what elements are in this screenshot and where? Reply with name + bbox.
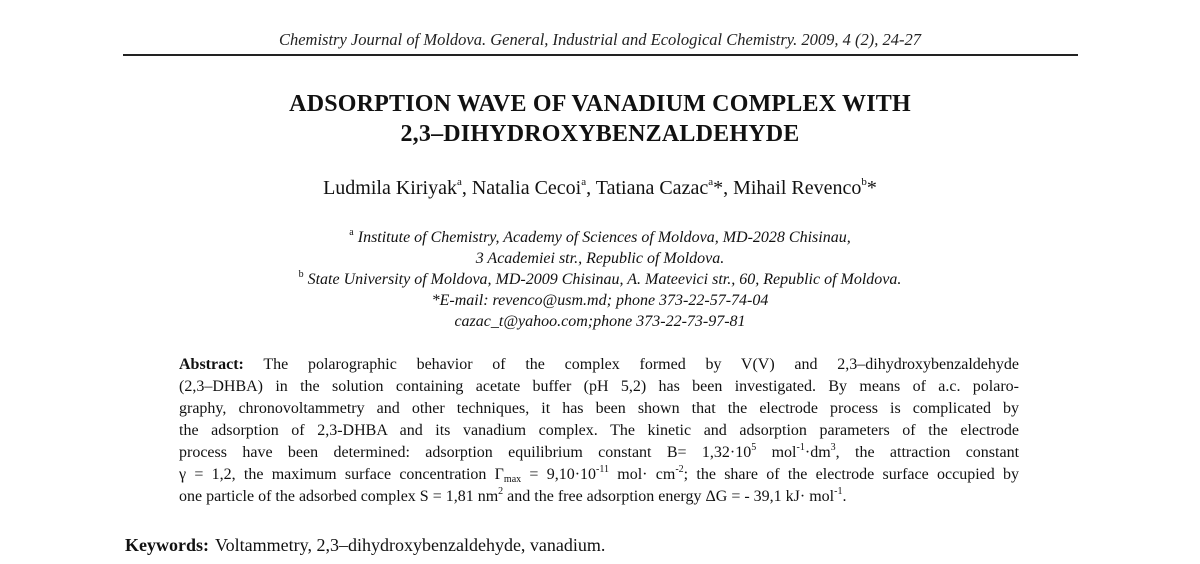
author-affil-mark: b <box>861 176 867 188</box>
journal-citation: Chemistry Journal of Moldova. General, Industrial and Ecological Chemistry. 2009, 4 (2), 24-27 <box>278 30 922 49</box>
author-name: Mihail Revenco <box>733 177 862 199</box>
abstract-text: . <box>842 488 847 505</box>
title-line-2: 2,3–DIHYDROXYBENZALDEHYDE <box>400 121 800 147</box>
exponent: 5 <box>751 442 757 453</box>
subscript: max <box>503 474 522 485</box>
abstract-line <box>179 354 1019 376</box>
abstract-text: ; the share of the electrode surface occupied by <box>683 466 1020 483</box>
abstract-line <box>179 464 1019 486</box>
exponent: -2 <box>675 464 684 475</box>
author-affil-mark: a <box>708 176 714 188</box>
abstract-line <box>179 442 1019 464</box>
corresponding-mark: * <box>866 177 877 199</box>
keywords-label: Keywords: <box>125 535 209 555</box>
author-separator: , <box>461 177 472 199</box>
affiliation-a-mark: a <box>349 227 354 238</box>
affiliation-a-line-1 <box>0 227 1200 248</box>
abstract-label: Abstract: <box>179 356 244 373</box>
abstract-text: ·dm <box>804 444 831 461</box>
author-name: Natalia Cecoi <box>471 177 582 199</box>
affiliation-b-line <box>0 269 1200 290</box>
abstract-text: process have been determined: adsorption equilibrium constant B= 1,32·10 <box>179 444 752 461</box>
abstract-text: , the attraction constant <box>835 444 1020 461</box>
abstract-text: mol <box>756 444 797 461</box>
abstract-line: graphy, chronovoltammetry and other techniques, it has been shown that the electrode process is complicated by <box>179 400 1019 417</box>
author-separator: , <box>723 177 734 199</box>
keywords <box>125 534 605 556</box>
affiliation-a-line-2: 3 Academiei str., Republic of Moldova. <box>475 250 725 267</box>
author-affil-mark: a <box>456 176 462 188</box>
exponent: -11 <box>596 464 610 475</box>
author-separator: , <box>586 177 596 199</box>
abstract-text: mol· cm <box>609 466 676 483</box>
contact-email-1: *E-mail: revenco@usm.md; phone 373-22-57-74-04 <box>431 292 769 309</box>
exponent: -1 <box>796 442 805 453</box>
title-line-1: ADSORPTION WAVE OF VANADIUM COMPLEX WITH <box>289 91 911 117</box>
affiliation-b-text: State University of Moldova, MD-2009 Chisinau, A. Mateevici str., 60, Republic of Moldova. <box>307 271 902 288</box>
abstract-text: one particle of the adsorbed complex S = 1,81 nm <box>179 488 499 505</box>
abstract-line: (2,3–DHBA) in the solution containing acetate buffer (pH 5,2) has been investigated. By means of a.c. polaro- <box>179 378 1019 395</box>
abstract-line <box>179 486 1019 508</box>
affiliation-a-text: Institute of Chemistry, Academy of Sciences of Moldova, MD-2028 Chisinau, <box>357 229 851 246</box>
abstract-text: and the free adsorption energy ΔG = - 39,1 kJ· mol <box>503 488 835 505</box>
author-name: Ludmila Kiriyak <box>323 177 457 199</box>
header-rule <box>123 54 1078 56</box>
abstract-line: the adsorption of 2,3-DHBA and its vanadium complex. The kinetic and adsorption parameters of the electrode <box>179 422 1019 439</box>
paper-title <box>0 89 1200 149</box>
affiliations <box>0 227 1200 332</box>
abstract-text: γ = 1,2, the maximum surface concentration Γ <box>179 466 504 483</box>
corresponding-mark: * <box>713 177 724 199</box>
author-name: Tatiana Cazac <box>595 177 709 199</box>
author-affil-mark: a <box>581 176 587 188</box>
exponent: -1 <box>834 486 843 497</box>
abstract <box>179 354 1019 508</box>
contact-email-2: cazac_t@yahoo.com;phone 373-22-73-97-81 <box>454 313 746 330</box>
exponent: 2 <box>498 486 504 497</box>
exponent: 3 <box>830 442 836 453</box>
author-list <box>0 175 1200 201</box>
abstract-text: The polarographic behavior of the complex formed by V(V) and 2,3–dihydroxybenzaldehyde <box>263 356 1019 373</box>
affiliation-b-mark: b <box>298 269 304 280</box>
keywords-text: Voltammetry, 2,3–dihydroxybenzaldehyde, vanadium. <box>215 535 606 555</box>
abstract-text: = 9,10·10 <box>521 466 597 483</box>
